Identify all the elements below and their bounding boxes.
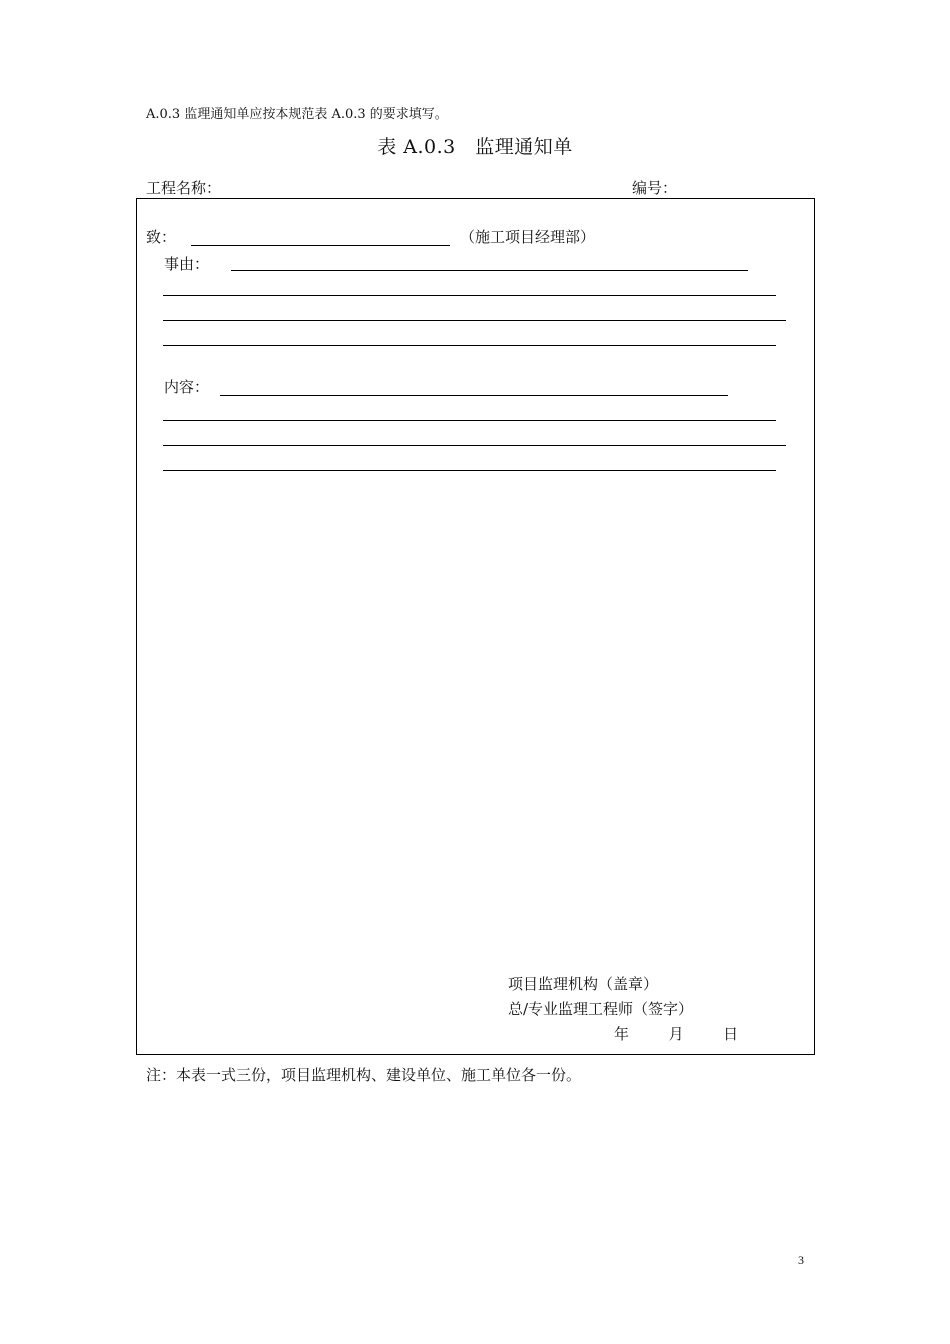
- to-suffix: （施工项目经理部）: [460, 228, 596, 246]
- to-label: 致：: [146, 228, 177, 246]
- date-month-label: 月: [668, 1025, 684, 1043]
- reason-field-line-4[interactable]: [163, 345, 776, 346]
- footnote: 注：本表一式三份，项目监理机构、建设单位、施工单位各一份。: [146, 1066, 582, 1084]
- reason-label: 事由：: [164, 255, 210, 273]
- supervision-org-stamp-label: 项目监理机构（盖章）: [508, 975, 659, 993]
- form-number-label: 编号：: [632, 179, 678, 197]
- content-field-line-1[interactable]: [220, 395, 728, 396]
- date-year-label: 年: [614, 1025, 630, 1043]
- date-line: [614, 1023, 738, 1044]
- reason-field-line-1[interactable]: [231, 270, 748, 271]
- content-field-line-4[interactable]: [163, 470, 776, 471]
- project-name-label: 工程名称：: [146, 179, 222, 197]
- date-day-label: 日: [723, 1025, 739, 1043]
- page-number: 3: [798, 1253, 804, 1267]
- reason-field-line-3[interactable]: [163, 320, 786, 321]
- form-box: [136, 198, 815, 1055]
- intro-text: A.0.3 监理通知单应按本规范表 A.0.3 的要求填写。: [146, 107, 448, 122]
- engineer-signature-label: 总/专业监理工程师（签字）: [508, 1000, 694, 1018]
- reason-field-line-2[interactable]: [163, 295, 776, 296]
- form-title: 表 A.0.3 监理通知单: [377, 136, 573, 158]
- content-field-line-3[interactable]: [163, 445, 786, 446]
- content-field-line-2[interactable]: [163, 420, 776, 421]
- to-recipient-field[interactable]: [191, 245, 450, 246]
- content-label: 内容：: [164, 378, 210, 396]
